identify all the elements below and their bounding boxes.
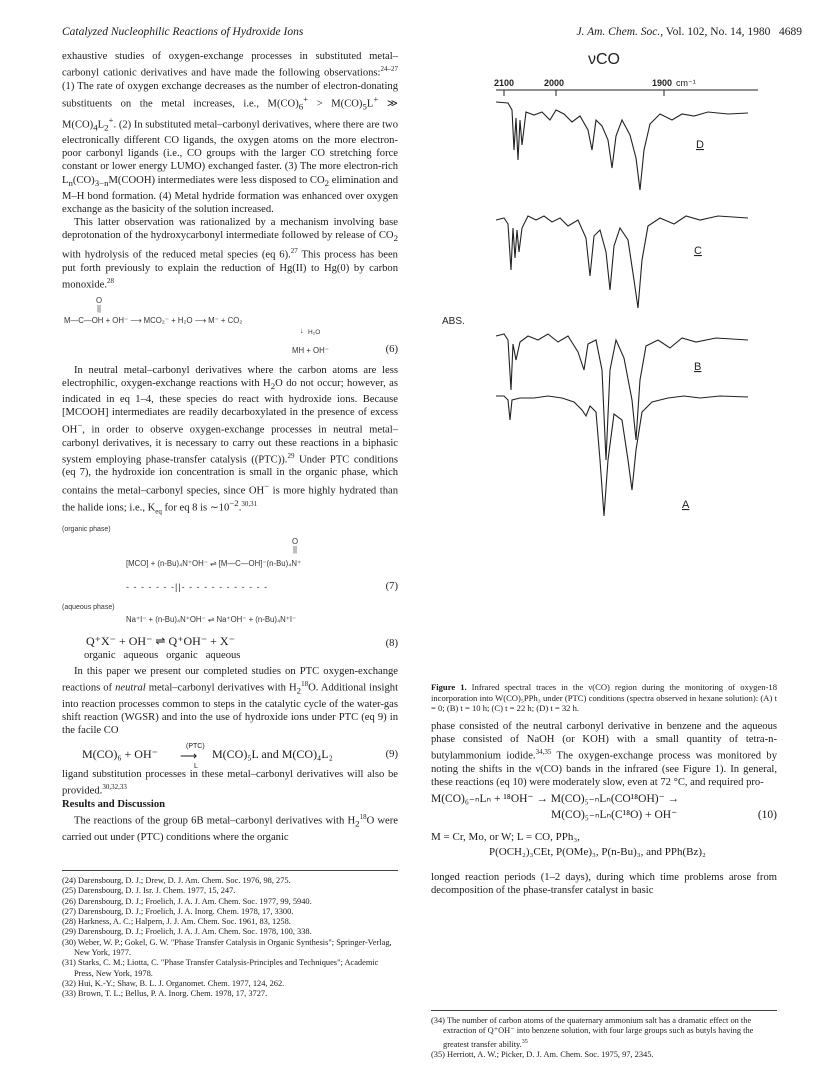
tick-2000: 2000 [544,78,565,88]
section-heading: Results and Discussion [62,798,166,810]
volume-info: , Vol. 102, No. 14, 1980 [660,26,771,38]
journal-header [576,26,802,38]
equation-7: (organic phase) O || [MCO] + (n-Bu)₄N⁺OH⁻ ⇌ [M—C—OH]⁻(n-Bu)₄N⁺ - - - - - - -||- - - - - - - - - - - - (7) (aqueous phase) Na⁺I⁻ + (n-Bu)₄N⁺OH⁻ ⇌ Na⁺OH⁻ + (n-Bu)₄N⁺I⁻ [62,525,398,624]
footnote-rule-right [431,1010,777,1011]
trace-D [496,102,748,190]
tick-1900: 1900 [652,78,673,88]
trace-label-C: C [694,245,702,257]
trace-label-D: D [696,139,704,151]
paragraph-present: In this paper we present our completed studies on PTC oxygen-exchange reactions of neutral metal–carbonyl derivatives with $H_2^{18}O$. Additional insight into reaction processes common to steps in the catalytic cycle of the water-gas shift reaction (WGSR) and into the use of hydroxide ions under PTC (eq 9) in the facile CO [62,665,399,736]
tick-unit: cm⁻¹ [676,78,696,88]
equation-8: Q⁺X⁻ + OH⁻ ⇌ Q⁺OH⁻ + X⁻ organic aqueous organic aqueous (8) [84,633,398,661]
trace-C [496,216,748,308]
paragraph-ptc: In neutral metal–carbonyl derivatives where the carbon atoms are less electrophilic, oxygen-exchange reactions with $H_2O$ do not occur; however, as indicated in eq 1–4, these species do react with hydroxide ions. Because [MCOOH] intermediates are readily decarboxylated in the presence of excess OH−, in order to observe oxygen-exchange processes in neutral metal–carbonyl derivatives, it is necessary to carry out these reactions in a biphasic system employing phase-transfer catalysis ((PTC)).$^{29}$ Under PTC conditions (eq 7), the hydroxide ion concentration is small in the organic phase, which contains the metal–carbonyl species, since OH− is more highly hydrated than the halide ions; i.e., $K_{eq}$ for eq 8 is $\sim 10^{-2}.^{30,31}$ [62,364,398,516]
references-left: (24) Darensbourg, D. J.; Drew, D. J. Am. Chem. Soc. 1976, 98, 275. (25) Darensbourg, D. J. Isr. J. Chem. 1977, 15, 247. (26) Darensbourg, D. J.; Froelich, J. A. J. Am. Chem. Soc. 1977, 99, 5940. (27) Darensbourg, D. J.; Froelich, J. A. Inorg. Chem. 1978, 17, 3300. (28) Harkness, A. C.; Halpern, J. J. Am. Chem. Soc. 1961, 83, 1258. (29) Darensbourg, D. J.; Froelich, J. A. J. Am. Chem. Soc. 1978, 100, 338. (30) Weber, W. P.; Gokel, G. W. "Phase Transfer Catalysis in Organic Synthesis"; Springer-Verlag, New York, 1977. (31) Starks, C. M.; Liotta, C. "Phase Transfer Catalysis-Principles and Techniques"; Academic Press, New York, 1978. (32) Hui, K.-Y.; Shaw, B. L. J. Organomet. Chem. 1977, 124, 262. (33) Brown, T. L.; Bellus, P. A. Inorg. Chem. 1978, 17, 3727. [62,876,392,999]
trace-A [496,396,748,516]
trace-label-A: A [682,499,690,511]
figure-caption: Figure 1. Infrared spectral traces in the ν(CO) region during the monitoring of oxygen-18 incorporation into W(CO)₅PPh₃ under (PTC) conditions (spectra observed in hexane solution): (A) t = 0; (B) t = 10 h; (C) t = 22 h; (D) t = 32 h. [431,682,778,714]
paragraph-prolonged: longed reaction periods (1–2 days), during which time problems arose from decomposition of the phase-transfer catalyst in basic [431,872,777,897]
references-right: (34) The number of carbon atoms of the quaternary ammonium salt has a dramatic effect on the extraction of Q⁺OH⁻ into benzene solution, with four large groups such as butyls having the greatest transfer ability.$^{35}$ (35) Herriott, A. W.; Picker, D. J. Am. Chem. Soc. 1975, 97, 2345. [431,1016,754,1059]
axis-title: νCO [588,51,620,68]
right-column [431,720,777,897]
journal-name: J. Am. Chem. Soc. [576,26,661,38]
paragraph-mechanism: This latter observation was rationalized by a mechanism involving base deprotonation of the hydroxycarbonyl intermediate followed by release of $CO_2$ with hydrolysis of the reduced metal species (eq 6).$^{27}$ This process has been put forth previously to explain the reduction of Hg(II) to Hg(0) by carbon monoxide.$^{28}$ [62,216,398,291]
equation-9: M(CO)₆ + OH⁻ (PTC) ⟶ L M(CO)₅L and M(CO)₄L₂ (9) [82,742,398,770]
paragraph-reactions: The reactions of the group 6B metal–carbonyl derivatives with $H_2^{18}O$ were carried out under (PTC) conditions where the organic [62,812,398,843]
equation-10: M(CO)₆₋ₙLₙ + ¹⁸OH⁻ → M(CO)₅₋ₙLₙ(CO¹⁸OH)⁻ → M(CO)₅₋ₙLₙ(C¹⁸O) + OH⁻ (10) [431,793,777,821]
paragraph-ligand: ligand substitution processes in these metal–carbonyl derivatives will also be provided.$^{30,32,33}$ [62,768,398,797]
paragraph-observations: exhaustive studies of oxygen-exchange processes in substituted metal–carbonyl cationic derivatives and have made the following observations:$^{24-27}$ (1) The rate of oxygen exchange decreases as the number of electron-donating substituents on the metal increases, i.e., $M(CO)_6^+ > M(CO)_5L^+$ ≫ $M(CO)_4L_2^+$. (2) In substituted metal–carbonyl derivatives, where there are two electronically different CO ligands, the oxygen atoms on the more electron-poor carbonyl ligands (i.e., CO groups with the larger CO stretching force constant or lower energy LUMO) exchanged faster. (3) The more electron-rich $L_n(CO)_{3-n}M(COOH)$ intermediates were less disposed to $CO_2$ elimination and M–H bond formation. (4) Metal hydride formation was enhanced over oxygen exchange as the basicity of the solution increased. [62,51,398,215]
paragraph-phase: phase consisted of the neutral carbonyl derivative in benzene and the aqueous phase consisted of NaOH (or KOH) with a small quantity of tetra-n-butylammonium iodide.$^{34,35}$ The oxygen-exchange process was monitored by noting the shifts in the ν(CO) bands in the infrared (see Figure 1). In general, these reactions (eq 10) were moderately slow, even at 72 °C, and required pro- [431,721,778,788]
y-axis-label: ABS. [442,316,465,327]
footnote-rule-left [62,870,398,871]
metal-definitions: M = Cr, Mo, or W; L = CO, PPh₃, P(OCH₂)₃CEt, P(OMe)₃, P(n-Bu)₃, and PPh(Bz)₂ [431,831,706,858]
trace-label-B: B [694,361,702,373]
equation-6: O || M—C—OH + OH⁻ ⟶ MCO₂⁻ + H₂O ⟶ M⁻ + CO₂ ↓ H₂O MH + OH⁻ (6) [64,295,398,355]
ir-spectra-figure [438,40,778,540]
left-column [62,50,398,844]
page-number: 4689 [779,26,802,38]
running-header: Catalyzed Nucleophilic Reactions of Hydroxide Ions [62,26,304,38]
tick-2100: 2100 [494,78,515,88]
